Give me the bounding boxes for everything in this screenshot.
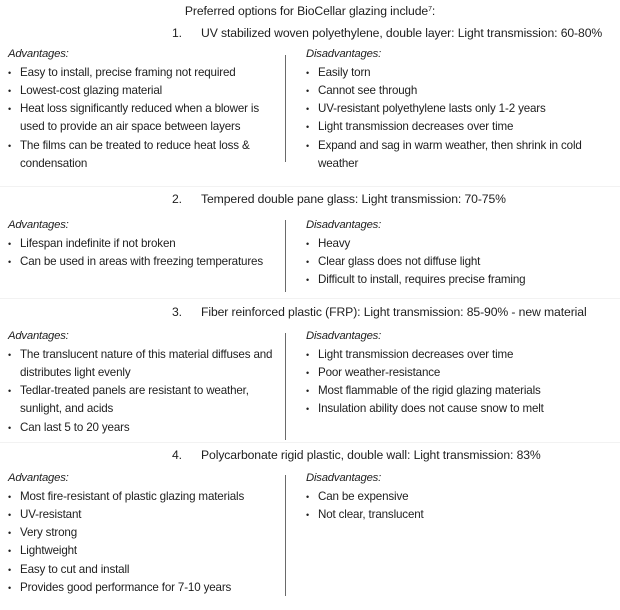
- disadvantages-column: [306, 469, 606, 524]
- section-title: Tempered double pane glass: Light transmission: 70-75%: [201, 192, 506, 206]
- glazing-option-3: [0, 305, 620, 434]
- list-item: [306, 137, 606, 174]
- list-item: [306, 506, 606, 524]
- list-item: [306, 82, 606, 100]
- list-item-text: Can be expensive: [318, 489, 409, 503]
- list-item: [8, 488, 283, 506]
- disadvantages-list: [306, 64, 606, 174]
- list-item: [8, 419, 283, 437]
- bullet-icon: •: [306, 67, 310, 78]
- bullet-icon: •: [8, 256, 12, 267]
- disadvantages-list: [306, 488, 606, 525]
- list-item-text: Cannot see through: [318, 83, 418, 97]
- bullet-icon: •: [306, 140, 310, 151]
- list-item: [8, 579, 283, 597]
- list-item-text: Light transmission decreases over time: [318, 120, 514, 134]
- advantages-list: [8, 64, 283, 174]
- bullet-icon: •: [8, 85, 12, 96]
- bullet-icon: •: [306, 104, 310, 115]
- document-title: [0, 4, 620, 18]
- section-separator: [0, 442, 620, 443]
- list-item: [8, 542, 283, 560]
- bullet-icon: •: [306, 275, 310, 286]
- bullet-icon: •: [8, 582, 12, 593]
- list-item-text: Most flammable of the rigid glazing materials: [318, 384, 541, 398]
- bullet-icon: •: [306, 122, 310, 133]
- list-item: [8, 506, 283, 524]
- list-item-text: Can be used in areas with freezing temperatures: [20, 254, 263, 268]
- list-item-text: Light transmission decreases over time: [318, 347, 514, 361]
- advantages-column: [8, 327, 283, 437]
- list-item: [8, 253, 283, 271]
- list-item-text: Heat loss significantly reduced when a blower is used to provide an air space between layers: [20, 102, 259, 134]
- section-number: 2.: [172, 192, 182, 206]
- bullet-icon: •: [306, 367, 310, 378]
- disadvantages-label: Disadvantages:: [306, 330, 382, 342]
- advantages-column: [8, 469, 283, 597]
- section-separator: [0, 298, 620, 299]
- section-title: Polycarbonate rigid plastic, double wall: Light transmission: 83%: [201, 448, 541, 462]
- section-heading: [0, 305, 620, 323]
- bullet-icon: •: [306, 238, 310, 249]
- bullet-icon: •: [8, 546, 12, 557]
- glazing-option-4: [0, 448, 620, 594]
- bullet-icon: •: [8, 509, 12, 520]
- list-item: [8, 561, 283, 579]
- list-item: [306, 118, 606, 136]
- glazing-option-2: [0, 192, 620, 287]
- list-item: [8, 82, 283, 100]
- bullet-icon: •: [306, 85, 310, 96]
- list-item: [306, 382, 606, 400]
- bullet-icon: •: [8, 104, 12, 115]
- glazing-option-1: [0, 26, 620, 170]
- list-item: [306, 235, 606, 253]
- advantages-column: [8, 216, 283, 271]
- bullet-icon: •: [8, 67, 12, 78]
- disadvantages-column: [306, 45, 606, 173]
- bullet-icon: •: [306, 509, 310, 520]
- list-item: [306, 253, 606, 271]
- column-divider: [285, 333, 286, 440]
- advantages-label: Advantages:: [8, 330, 69, 342]
- section-heading: [0, 192, 620, 210]
- advantages-list: [8, 346, 283, 437]
- disadvantages-column: [306, 327, 606, 419]
- list-item-text: Easy to install, precise framing not required: [20, 65, 236, 79]
- bullet-icon: •: [8, 140, 12, 151]
- advantages-list: [8, 488, 283, 598]
- section-number: 3.: [172, 305, 182, 319]
- bullet-icon: •: [306, 256, 310, 267]
- list-item-text: Clear glass does not diffuse light: [318, 254, 481, 268]
- list-item-text: UV-resistant polyethylene lasts only 1-2 years: [318, 102, 546, 116]
- bullet-icon: •: [8, 238, 12, 249]
- title-text: Preferred options for BioCellar glazing include: [184, 4, 429, 18]
- list-item: [8, 100, 283, 137]
- bullet-icon: •: [306, 404, 310, 415]
- list-item: [8, 346, 283, 383]
- section-number: 1.: [172, 26, 182, 40]
- bullet-icon: •: [8, 491, 12, 502]
- list-item-text: Lowest-cost glazing material: [20, 83, 163, 97]
- list-item-text: Heavy: [318, 236, 351, 250]
- section-number: 4.: [172, 448, 182, 462]
- advantages-label: Advantages:: [8, 472, 69, 484]
- list-item: [306, 100, 606, 118]
- list-item: [306, 271, 606, 289]
- list-item-text: The translucent nature of this material diffuses and distributes light evenly: [20, 347, 273, 379]
- list-item-text: Very strong: [20, 526, 77, 540]
- list-item: [8, 64, 283, 82]
- list-item: [306, 346, 606, 364]
- footnote-marker: 7: [428, 6, 432, 13]
- list-item: [8, 235, 283, 253]
- list-item-text: The films can be treated to reduce heat loss & condensation: [20, 138, 250, 170]
- list-item-text: Lifespan indefinite if not broken: [20, 236, 176, 250]
- disadvantages-label: Disadvantages:: [306, 472, 382, 484]
- list-item-text: Expand and sag in warm weather, then shrink in cold weather: [318, 138, 582, 170]
- section-heading: [0, 448, 620, 466]
- list-item-text: Not clear, translucent: [318, 507, 424, 521]
- disadvantages-list: [306, 235, 606, 290]
- advantages-list: [8, 235, 283, 272]
- section-title: UV stabilized woven polyethylene, double layer: Light transmission: 60-80%: [201, 26, 603, 40]
- list-item-text: Easily torn: [318, 65, 371, 79]
- bullet-icon: •: [306, 491, 310, 502]
- list-item-text: Can last 5 to 20 years: [20, 420, 130, 434]
- disadvantages-list: [306, 346, 606, 419]
- bullet-icon: •: [306, 386, 310, 397]
- list-item: [306, 64, 606, 82]
- list-item: [306, 400, 606, 418]
- list-item-text: Tedlar-treated panels are resistant to weather, sunlight, and acids: [20, 384, 249, 416]
- column-divider: [285, 220, 286, 292]
- disadvantages-label: Disadvantages:: [306, 219, 382, 231]
- list-item: [8, 137, 283, 174]
- disadvantages-column: [306, 216, 606, 289]
- list-item-text: Easy to cut and install: [20, 562, 130, 576]
- disadvantages-label: Disadvantages:: [306, 48, 382, 60]
- list-item-text: Most fire-resistant of plastic glazing materials: [20, 489, 245, 503]
- section-heading: [0, 26, 620, 44]
- list-item-text: Lightweight: [20, 544, 78, 558]
- bullet-icon: •: [8, 422, 12, 433]
- advantages-column: [8, 45, 283, 173]
- advantages-label: Advantages:: [8, 48, 69, 60]
- column-divider: [285, 55, 286, 162]
- list-item: [8, 382, 283, 419]
- column-divider: [285, 475, 286, 596]
- list-item: [306, 364, 606, 382]
- title-colon: :: [431, 4, 436, 18]
- list-item-text: Provides good performance for 7-10 years: [20, 580, 232, 594]
- list-item: [306, 488, 606, 506]
- bullet-icon: •: [8, 564, 12, 575]
- bullet-icon: •: [8, 528, 12, 539]
- list-item: [8, 524, 283, 542]
- list-item-text: Difficult to install, requires precise framing: [318, 273, 526, 287]
- section-separator: [0, 186, 620, 187]
- bullet-icon: •: [306, 349, 310, 360]
- advantages-label: Advantages:: [8, 219, 69, 231]
- bullet-icon: •: [8, 386, 12, 397]
- section-title: Fiber reinforced plastic (FRP): Light transmission: 85-90% - new material: [201, 305, 587, 319]
- list-item-text: Poor weather-resistance: [318, 365, 441, 379]
- bullet-icon: •: [8, 349, 12, 360]
- list-item-text: Insulation ability does not cause snow to melt: [318, 402, 544, 416]
- list-item-text: UV-resistant: [20, 507, 82, 521]
